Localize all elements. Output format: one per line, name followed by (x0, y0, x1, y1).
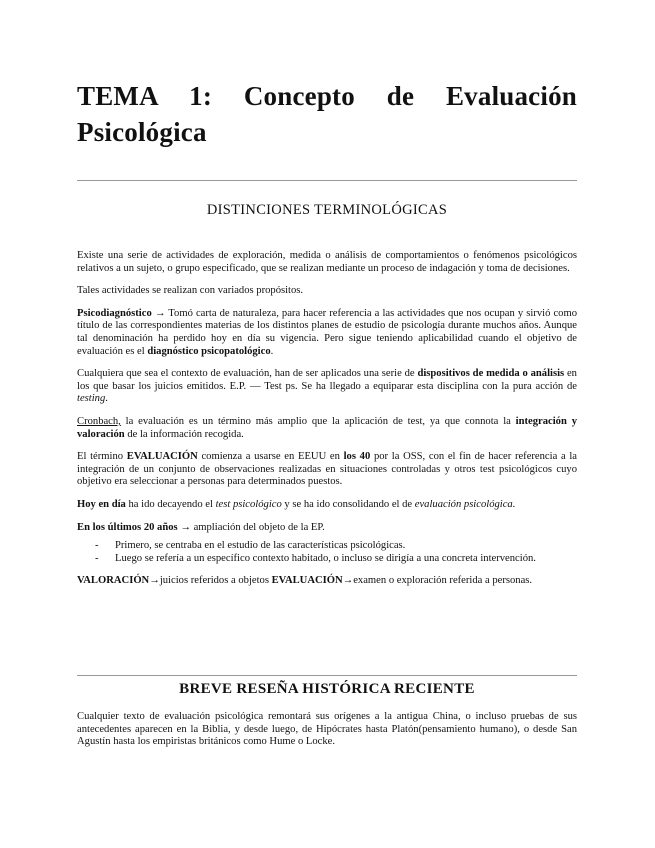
paragraph: VALORACIÓN→juicios referidos a objetos EVALUACIÓN→examen o exploración referida a personas. (77, 575, 533, 587)
section-heading-distinciones: DISTINCIONES TERMINOLÓGICAS (206, 202, 448, 218)
paragraph: Existe una serie de actividades de exploración, medida o análisis de comportamientos o fenómenos psicológicos relativos a un sujeto, o grupo especificado, que se realizan mediante un proceso de indagación y toma de decisiones. (77, 250, 577, 274)
bold-term: VALORACIÓN (77, 575, 150, 587)
divider (77, 675, 577, 676)
list-item: - Luego se refería a un específico contexto habitado, o incluso se dirigía a una concreta intervención. (95, 552, 536, 564)
italic-term: evaluación psicológica. (414, 498, 516, 510)
paragraph: Cualquier texto de evaluación psicológica remontará sus orígenes a la antigua China, o incluso pruebas de sus antecedentes aparecen en la Biblia, y desde luego, de Hipócrates hasta Platón(pensamiento humano), o desde San Agustín hasta los empiristas británicos como Hume o Locke. (77, 711, 577, 748)
divider (77, 180, 577, 181)
bold-term: En los últimos 20 años (77, 521, 178, 533)
paragraph: Tales actividades se realizan con variados propósitos. (77, 285, 304, 297)
underlined-term: Cronbach, (77, 415, 121, 427)
paragraph: Psicodiagnóstico → Tomó carta de naturaleza, para hacer referencia a las actividades que nos ocupan y sirvió como título de las correspondientes materias de los distintos planes de estudio de psicología durante muchos años. Aunque tal denominación ha perdido hoy en día su vigencia. Pero sigue teniendo aplicabilidad cuando el objetivo de evaluación es el diagnóstico psicopatológico. (77, 307, 577, 357)
bold-term: EVALUACIÓN (126, 451, 198, 463)
italic-term: testing (77, 393, 106, 405)
paragraph: Hoy en día ha ido decayendo el test psicológico y se ha ido consolidando el de evaluación psicológica. (77, 498, 516, 510)
bold-term: Hoy en día (77, 498, 126, 510)
section-body-resena (77, 711, 577, 759)
section-heading-resena: BREVE RESEÑA HISTÓRICA RECIENTE (179, 681, 475, 697)
list-item: - Primero, se centraba en el estudio de las características psicológicas. (95, 540, 406, 552)
bold-term: los 40 (343, 451, 371, 463)
italic-term: test psicológico (215, 498, 282, 510)
section-body-distinciones (77, 250, 577, 598)
paragraph: Cronbach, la evaluación es un término más amplio que la aplicación de test, ya que connota la integración y valoración de la información recogida. (77, 415, 577, 440)
bold-term: diagnóstico psicopatológico (147, 345, 271, 357)
dash-list (77, 540, 577, 565)
bold-term: dispositivos de medida o análisis (417, 368, 565, 380)
page-title: TEMA 1: Concepto de Evaluación Psicológica (77, 81, 577, 147)
paragraph: Cualquiera que sea el contexto de evaluación, han de ser aplicados una serie de dispositivos de medida o análisis en los que basar los juicios emitidos. E.P. — Test ps. Se ha llegado a equiparar esta disciplina con la pura acción de testing. (77, 368, 577, 405)
bold-term: Psicodiagnóstico (77, 307, 152, 319)
paragraph: En los últimos 20 años → ampliación del objeto de la EP. (77, 521, 325, 533)
bold-term: integración y valoración (77, 415, 577, 440)
bold-term: EVALUACIÓN (271, 575, 343, 587)
paragraph: El término EVALUACIÓN comienza a usarse en EEUU en los 40 por la OSS, con el fin de hacer referencia a la integración de un conjunto de observaciones realizadas en situaciones controladas y otros test psicológicos cuyo objetivo era seleccionar a personas para determinados puestos. (77, 451, 578, 488)
